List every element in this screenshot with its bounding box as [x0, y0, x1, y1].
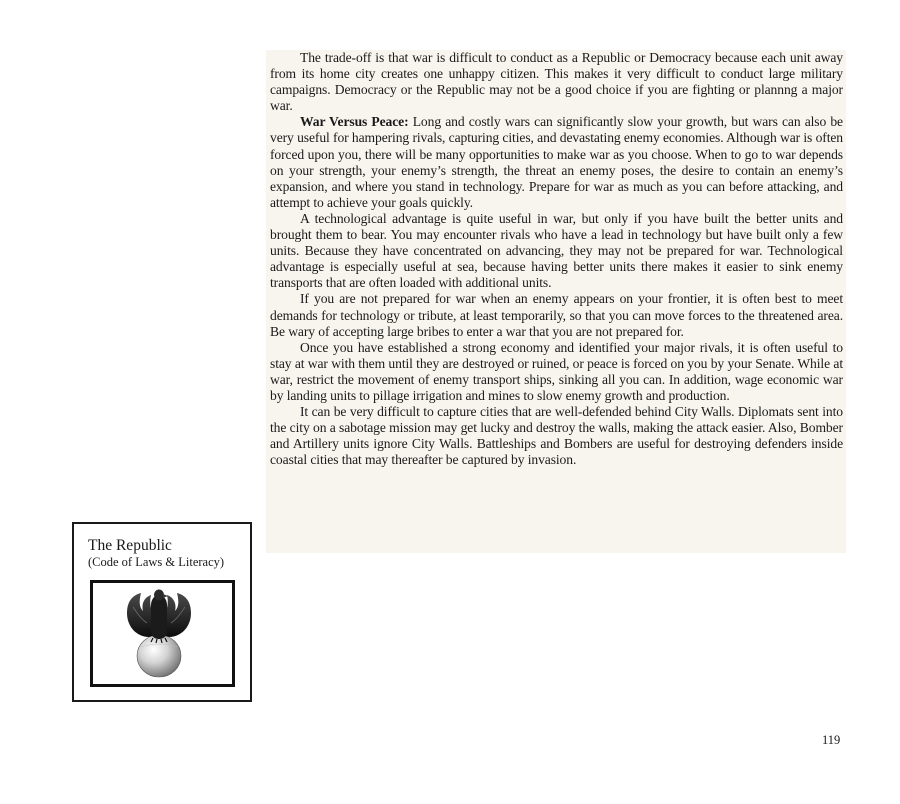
- government-sidebar-box: [72, 522, 252, 702]
- paragraph-text: It can be very difficult to capture cities that are well-defended behind City Walls. Diplomats sent into the city on a sabotage mission may get lucky and destroy the walls, making the attack easier. Also, Bomber and Artillery units ignore City Walls. Battleships and Bombers are useful for destroying defenders inside coastal cities that may thereafter be captured by invasion.: [270, 404, 843, 468]
- paragraph-technological-advantage: [270, 211, 843, 291]
- paragraph-text: The trade-off is that war is difficult to conduct as a Republic or Democracy because each unit away from its home city creates one unhappy citizen. This makes it very difficult to conduct large military campaigns. Democracy or the Republic may not be a good choice if you are fighting or plannng a major war.: [270, 50, 843, 114]
- paragraph-strong-economy: [270, 340, 843, 404]
- paragraph-war-versus-peace: [270, 114, 843, 211]
- paragraph-text: Once you have established a strong economy and identified your major rivals, it is often useful to stay at war with them until they are destroyed or ruined, or peace is forced on you by your Senate. While at war, restrict the movement of enemy transport ships, sinking all you can. In addition, wage economic war by landing units to pillage irrigation and mines to slow enemy growth and production.: [270, 339, 843, 403]
- paragraph-text: A technological advantage is quite useful in war, but only if you have built the better units and brought them to bear. You may encounter rivals who have a lead in technology but have built only a few units. Because they have concentrated on advancing, they may not be prepared for war. Technological advantage is especially useful at sea, because having better units there makes it easier to sink enemy transports that are often loaded with additional units.: [270, 210, 843, 291]
- paragraph-republic-tradeoff: [270, 50, 843, 114]
- sidebar-subtitle: (Code of Laws & Literacy): [88, 555, 225, 569]
- paragraph-text: Long and costly wars can significantly slow your growth, but wars can also be very useful for hampering rivals, capturing cities, and devastating enemy economies. Although war is often forced upon you, there will be many opportunities to make war as you choose. When to go to war depends on your strength, your enemy’s strength, the threat an enemy poses, the desire to contain an enemy’s expansion, and where you stand in technology. Prepare for war as much as you can before attacking, and attempt to achieve your goals quickly.: [270, 114, 843, 210]
- paragraph-not-prepared: [270, 291, 843, 339]
- eagle-on-globe-icon: [93, 583, 232, 684]
- government-icon-frame: [90, 580, 235, 687]
- body-text-block: [266, 50, 846, 553]
- paragraph-city-walls: [270, 404, 843, 468]
- sidebar-title: The Republic: [88, 537, 172, 554]
- page-number: 119: [822, 733, 841, 747]
- paragraph-text: If you are not prepared for war when an enemy appears on your frontier, it is often best to meet demands for technology or tribute, at least temporarily, so that you can move forces to the threatened area. Be wary of accepting large bribes to enter a war that you are not prepared for.: [270, 291, 843, 339]
- paragraph-lead-heading: War Versus Peace:: [300, 114, 409, 130]
